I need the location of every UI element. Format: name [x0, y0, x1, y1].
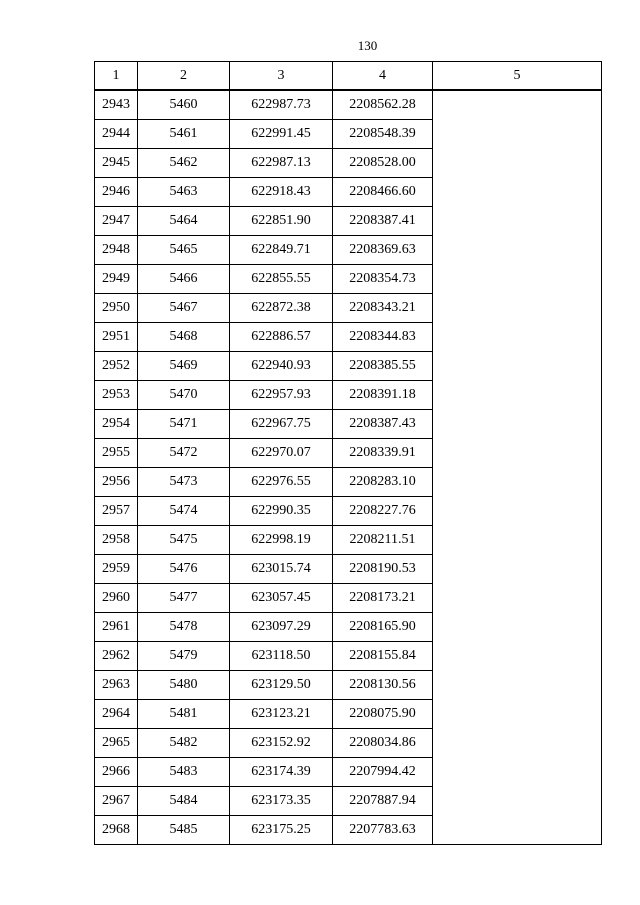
header-row [95, 62, 602, 91]
cell-x-coordinate: 622872.38 [230, 294, 333, 323]
cell-row-number: 2947 [95, 207, 138, 236]
table-row [95, 352, 602, 381]
cell-point-number: 5475 [138, 526, 230, 555]
table-body [95, 90, 602, 845]
cell-row-number: 2963 [95, 671, 138, 700]
cell-x-coordinate: 622990.35 [230, 497, 333, 526]
cell-row-number: 2943 [95, 90, 138, 120]
cell-x-coordinate: 623129.50 [230, 671, 333, 700]
cell-point-number: 5465 [138, 236, 230, 265]
cell-note [433, 410, 602, 439]
cell-row-number: 2961 [95, 613, 138, 642]
cell-y-coordinate: 2208283.10 [333, 468, 433, 497]
cell-x-coordinate: 622855.55 [230, 265, 333, 294]
cell-point-number: 5478 [138, 613, 230, 642]
cell-note [433, 294, 602, 323]
table-header [95, 62, 602, 91]
coordinates-table [94, 61, 602, 845]
cell-row-number: 2967 [95, 787, 138, 816]
cell-point-number: 5476 [138, 555, 230, 584]
cell-x-coordinate: 623173.35 [230, 787, 333, 816]
cell-row-number: 2966 [95, 758, 138, 787]
table-row [95, 90, 602, 120]
cell-y-coordinate: 2208548.39 [333, 120, 433, 149]
cell-note [433, 729, 602, 758]
cell-y-coordinate: 2208387.43 [333, 410, 433, 439]
column-header-2: 2 [138, 62, 230, 91]
cell-note [433, 555, 602, 584]
cell-x-coordinate: 622918.43 [230, 178, 333, 207]
cell-row-number: 2949 [95, 265, 138, 294]
cell-note [433, 90, 602, 120]
table-row [95, 439, 602, 468]
cell-point-number: 5468 [138, 323, 230, 352]
cell-note [433, 671, 602, 700]
cell-x-coordinate: 622998.19 [230, 526, 333, 555]
cell-x-coordinate: 623123.21 [230, 700, 333, 729]
cell-y-coordinate: 2208075.90 [333, 700, 433, 729]
cell-x-coordinate: 622987.13 [230, 149, 333, 178]
cell-x-coordinate: 622970.07 [230, 439, 333, 468]
table-row [95, 613, 602, 642]
table-row [95, 584, 602, 613]
cell-row-number: 2960 [95, 584, 138, 613]
cell-point-number: 5485 [138, 816, 230, 845]
table-row [95, 149, 602, 178]
cell-row-number: 2956 [95, 468, 138, 497]
cell-y-coordinate: 2208528.00 [333, 149, 433, 178]
cell-y-coordinate: 2208227.76 [333, 497, 433, 526]
cell-note [433, 207, 602, 236]
cell-point-number: 5462 [138, 149, 230, 178]
cell-x-coordinate: 623174.39 [230, 758, 333, 787]
table-row [95, 700, 602, 729]
table-row [95, 323, 602, 352]
cell-row-number: 2946 [95, 178, 138, 207]
cell-row-number: 2957 [95, 497, 138, 526]
table-row [95, 526, 602, 555]
table-row [95, 555, 602, 584]
cell-row-number: 2953 [95, 381, 138, 410]
cell-x-coordinate: 622987.73 [230, 90, 333, 120]
cell-point-number: 5480 [138, 671, 230, 700]
cell-x-coordinate: 623152.92 [230, 729, 333, 758]
cell-point-number: 5464 [138, 207, 230, 236]
cell-y-coordinate: 2207783.63 [333, 816, 433, 845]
table-row [95, 468, 602, 497]
page-number: 130 [357, 38, 378, 53]
cell-x-coordinate: 622976.55 [230, 468, 333, 497]
cell-point-number: 5463 [138, 178, 230, 207]
table-row [95, 178, 602, 207]
cell-point-number: 5479 [138, 642, 230, 671]
cell-y-coordinate: 2208130.56 [333, 671, 433, 700]
cell-row-number: 2964 [95, 700, 138, 729]
table-row [95, 758, 602, 787]
cell-row-number: 2944 [95, 120, 138, 149]
cell-x-coordinate: 622991.45 [230, 120, 333, 149]
table-row [95, 642, 602, 671]
cell-y-coordinate: 2208466.60 [333, 178, 433, 207]
cell-row-number: 2962 [95, 642, 138, 671]
cell-note [433, 352, 602, 381]
table-row [95, 207, 602, 236]
cell-note [433, 642, 602, 671]
cell-point-number: 5477 [138, 584, 230, 613]
column-header-5: 5 [433, 62, 602, 91]
table-row [95, 294, 602, 323]
cell-row-number: 2954 [95, 410, 138, 439]
cell-note [433, 526, 602, 555]
cell-x-coordinate: 623015.74 [230, 555, 333, 584]
cell-note [433, 149, 602, 178]
cell-point-number: 5481 [138, 700, 230, 729]
cell-note [433, 468, 602, 497]
cell-point-number: 5471 [138, 410, 230, 439]
cell-y-coordinate: 2208562.28 [333, 90, 433, 120]
cell-x-coordinate: 622851.90 [230, 207, 333, 236]
cell-point-number: 5469 [138, 352, 230, 381]
cell-y-coordinate: 2208190.53 [333, 555, 433, 584]
cell-x-coordinate: 622886.57 [230, 323, 333, 352]
cell-y-coordinate: 2208165.90 [333, 613, 433, 642]
cell-y-coordinate: 2208034.86 [333, 729, 433, 758]
cell-y-coordinate: 2208339.91 [333, 439, 433, 468]
cell-row-number: 2950 [95, 294, 138, 323]
cell-x-coordinate: 622849.71 [230, 236, 333, 265]
table-row [95, 787, 602, 816]
cell-point-number: 5474 [138, 497, 230, 526]
cell-point-number: 5470 [138, 381, 230, 410]
cell-row-number: 2951 [95, 323, 138, 352]
cell-point-number: 5466 [138, 265, 230, 294]
cell-point-number: 5483 [138, 758, 230, 787]
table-row [95, 236, 602, 265]
cell-point-number: 5473 [138, 468, 230, 497]
cell-note [433, 584, 602, 613]
table-row [95, 729, 602, 758]
cell-y-coordinate: 2208354.73 [333, 265, 433, 294]
table-row [95, 120, 602, 149]
cell-y-coordinate: 2208391.18 [333, 381, 433, 410]
cell-x-coordinate: 623097.29 [230, 613, 333, 642]
table-row [95, 671, 602, 700]
cell-y-coordinate: 2208343.21 [333, 294, 433, 323]
cell-y-coordinate: 2208173.21 [333, 584, 433, 613]
table-row [95, 381, 602, 410]
cell-note [433, 758, 602, 787]
cell-row-number: 2968 [95, 816, 138, 845]
cell-y-coordinate: 2208344.83 [333, 323, 433, 352]
cell-row-number: 2959 [95, 555, 138, 584]
cell-note [433, 613, 602, 642]
table-row [95, 497, 602, 526]
cell-point-number: 5467 [138, 294, 230, 323]
cell-note [433, 700, 602, 729]
cell-x-coordinate: 622940.93 [230, 352, 333, 381]
cell-row-number: 2965 [95, 729, 138, 758]
cell-note [433, 120, 602, 149]
cell-row-number: 2948 [95, 236, 138, 265]
cell-note [433, 439, 602, 468]
cell-row-number: 2952 [95, 352, 138, 381]
cell-x-coordinate: 622967.75 [230, 410, 333, 439]
cell-y-coordinate: 2207994.42 [333, 758, 433, 787]
cell-y-coordinate: 2207887.94 [333, 787, 433, 816]
table-row [95, 410, 602, 439]
cell-y-coordinate: 2208385.55 [333, 352, 433, 381]
cell-row-number: 2955 [95, 439, 138, 468]
column-header-1: 1 [95, 62, 138, 91]
cell-y-coordinate: 2208387.41 [333, 207, 433, 236]
cell-y-coordinate: 2208211.51 [333, 526, 433, 555]
table-row [95, 816, 602, 845]
cell-point-number: 5484 [138, 787, 230, 816]
cell-note [433, 236, 602, 265]
cell-x-coordinate: 623175.25 [230, 816, 333, 845]
cell-x-coordinate: 623118.50 [230, 642, 333, 671]
cell-y-coordinate: 2208155.84 [333, 642, 433, 671]
column-header-3: 3 [230, 62, 333, 91]
cell-point-number: 5472 [138, 439, 230, 468]
column-header-4: 4 [333, 62, 433, 91]
cell-note [433, 787, 602, 816]
cell-note [433, 323, 602, 352]
cell-row-number: 2945 [95, 149, 138, 178]
cell-note [433, 178, 602, 207]
cell-note [433, 265, 602, 294]
cell-note [433, 381, 602, 410]
cell-note [433, 497, 602, 526]
cell-note [433, 816, 602, 845]
cell-x-coordinate: 623057.45 [230, 584, 333, 613]
table-row [95, 265, 602, 294]
cell-point-number: 5460 [138, 90, 230, 120]
cell-y-coordinate: 2208369.63 [333, 236, 433, 265]
cell-point-number: 5461 [138, 120, 230, 149]
cell-x-coordinate: 622957.93 [230, 381, 333, 410]
cell-row-number: 2958 [95, 526, 138, 555]
cell-point-number: 5482 [138, 729, 230, 758]
